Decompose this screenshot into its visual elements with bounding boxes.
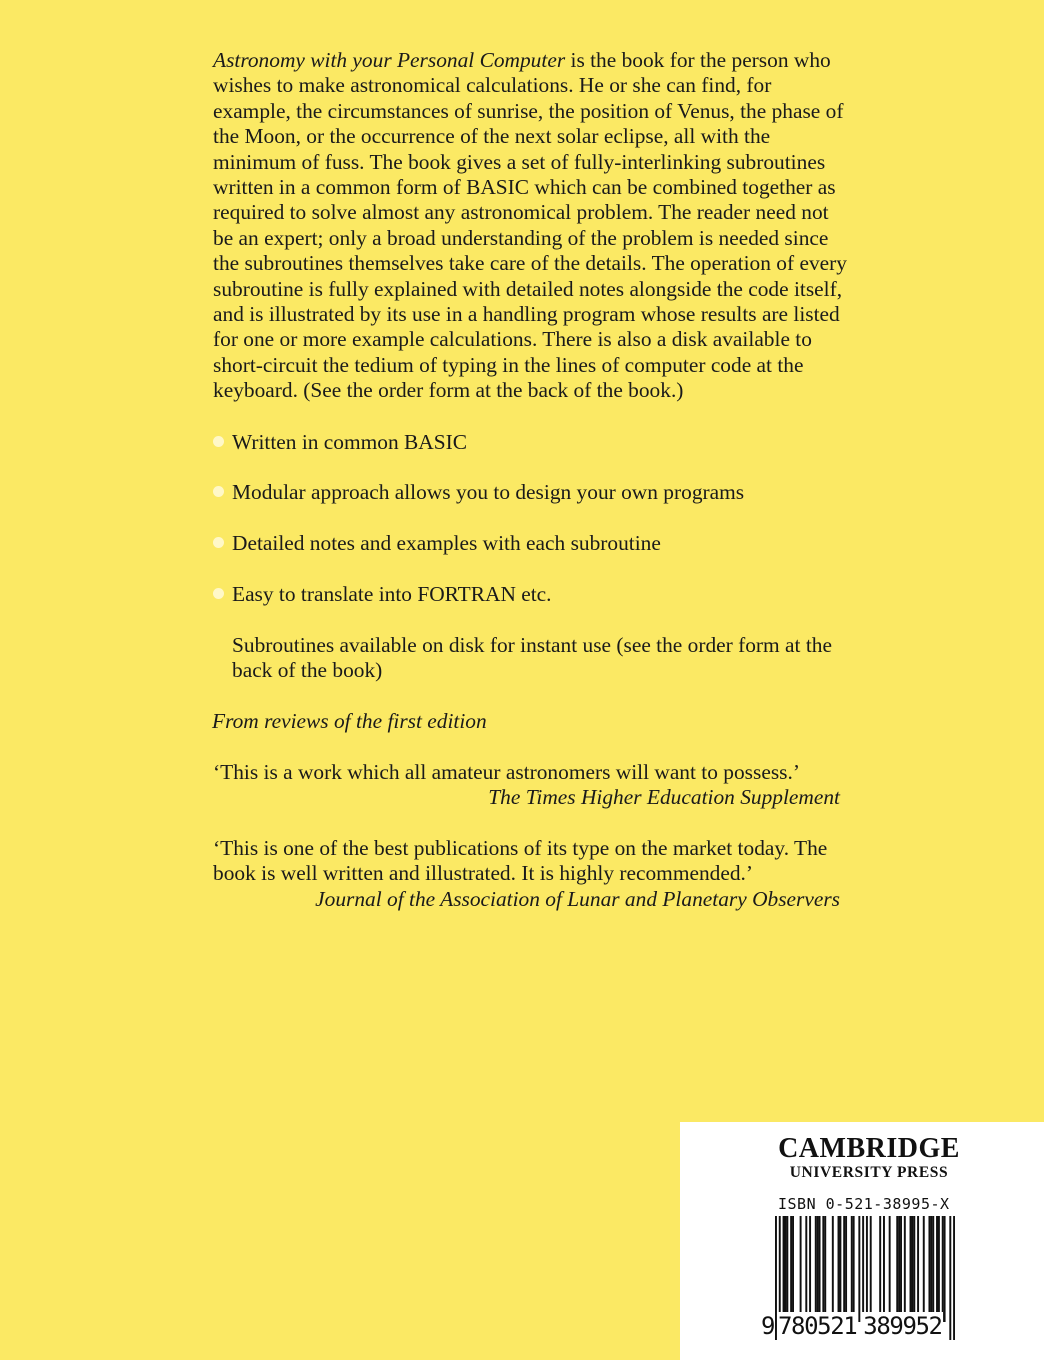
feature-item: [213, 531, 853, 556]
feature-item: [213, 480, 853, 505]
description-text: is the book for the person who wishes to make astronomical calculations. He or she can find, for example, the circumstances of sunrise, the position of Venus, the phase of the Moon, or the occurrence of the next solar eclipse, all with the minimum of fuss. The book gives a set of fully-interlinking subroutines written in a common form of BASIC which can be combined together as required to solve almost any astronomical problem. The reader need not be an expert; only a broad understanding of the problem is needed since the subroutines themselves take care of the details. The operation of every subroutine is fully explained with detailed notes alongside the code itself, and is illustrated by its use in a handling program whose results are listed for one or more example calculations. There is also a disk available to short-circuit the tedium of typing in the lines of computer code at the keyboard. (See the order form at the back of the book.): [213, 48, 847, 403]
barcode-bar: [879, 1216, 881, 1322]
barcode-bar: [784, 1216, 786, 1322]
barcode-bar: [858, 1216, 860, 1322]
review-quote: ‘This is one of the best publications of its type on the market today. The book is well written and illustrated. It is highly recommended.’: [213, 836, 828, 886]
barcode-bar: [817, 1216, 819, 1322]
barcode-number: [761, 1312, 943, 1340]
review-quote-block: [213, 760, 853, 811]
feature-item: [213, 430, 853, 455]
review-quote-block: [213, 836, 853, 912]
barcode-bar: [898, 1216, 900, 1322]
barcode-bar: [824, 1216, 826, 1322]
barcode-bar: [930, 1216, 932, 1322]
feature-item: [213, 633, 853, 684]
barcode-bar: [786, 1216, 788, 1322]
barcode-bar: [853, 1216, 855, 1322]
barcode-bar: [809, 1216, 811, 1322]
barcode-bar: [845, 1216, 847, 1322]
review-source: The Times Higher Education Supplement: [488, 785, 840, 810]
barcode-bar: [911, 1216, 913, 1322]
barcode-bar: [910, 1216, 912, 1322]
barcode-bar: [800, 1216, 802, 1322]
bullet-dot-icon: [213, 537, 224, 548]
barcode-bar: [953, 1216, 955, 1340]
review-quote: ‘This is a work which all amateur astronomers will want to possess.’: [213, 759, 800, 784]
publisher-subtitle: UNIVERSITY PRESS: [789, 1164, 949, 1181]
isbn-label: ISBN 0-521-38995-X: [778, 1195, 950, 1213]
feature-text: Subroutines available on disk for instant use (see the order form at the back of the book): [232, 632, 832, 683]
barcode-bar: [896, 1216, 898, 1322]
barcode-bar: [851, 1216, 853, 1322]
barcode-right-group: 389952: [863, 1312, 942, 1340]
barcode-bar: [819, 1216, 821, 1322]
feature-text: Detailed notes and examples with each subroutine: [232, 531, 661, 556]
bullet-dot-icon: [213, 588, 224, 599]
barcode-bar: [913, 1216, 915, 1322]
back-cover-copy: [213, 48, 853, 938]
barcode-bar: [928, 1216, 930, 1322]
review-source: Journal of the Association of Lunar and Planetary Observers: [315, 886, 840, 911]
book-title: Astronomy with your Personal Computer: [213, 48, 566, 72]
barcode-bar: [839, 1216, 841, 1322]
barcode-block: [761, 1216, 957, 1342]
feature-item: [213, 582, 853, 607]
barcode-bar: [900, 1216, 902, 1322]
barcode-bar: [938, 1216, 940, 1322]
barcode-bar: [832, 1216, 834, 1322]
barcode-bar: [843, 1216, 845, 1322]
feature-text: Easy to translate into FORTRAN etc.: [232, 582, 552, 607]
bullet-dot-icon: [213, 436, 224, 447]
barcode-bar: [883, 1216, 885, 1322]
barcode-bar: [822, 1216, 824, 1322]
publisher-name: CAMBRIDGE: [778, 1133, 960, 1164]
barcode-bar: [805, 1216, 807, 1322]
barcode-bar: [949, 1216, 951, 1340]
barcode-bar: [923, 1216, 925, 1322]
barcode-bar: [792, 1216, 794, 1322]
feature-text: Written in common BASIC: [232, 429, 468, 454]
barcode-bar: [936, 1216, 938, 1322]
description-paragraph: [213, 48, 853, 404]
barcode-bar: [790, 1216, 792, 1322]
barcode-left-group: 780521: [778, 1312, 857, 1340]
publisher-barcode-panel: [680, 1122, 1044, 1360]
barcode-bar: [942, 1216, 944, 1322]
bullet-dot-icon: [213, 486, 224, 497]
feature-text: Modular approach allows you to design your own programs: [232, 480, 745, 505]
barcode-bar: [932, 1216, 934, 1322]
publisher-logo: [764, 1134, 974, 1182]
barcode-bar: [838, 1216, 840, 1322]
barcode-bar: [917, 1216, 919, 1322]
barcode-bar: [944, 1216, 946, 1322]
barcode-bar: [904, 1216, 906, 1322]
feature-list: [213, 430, 853, 684]
barcode-bar: [815, 1216, 817, 1322]
barcode-bar: [889, 1216, 891, 1322]
reviews-heading: From reviews of the first edition: [212, 709, 487, 734]
barcode-first-digit: 9: [761, 1312, 776, 1340]
barcode-bar: [783, 1216, 785, 1322]
barcode-bar: [870, 1216, 872, 1322]
